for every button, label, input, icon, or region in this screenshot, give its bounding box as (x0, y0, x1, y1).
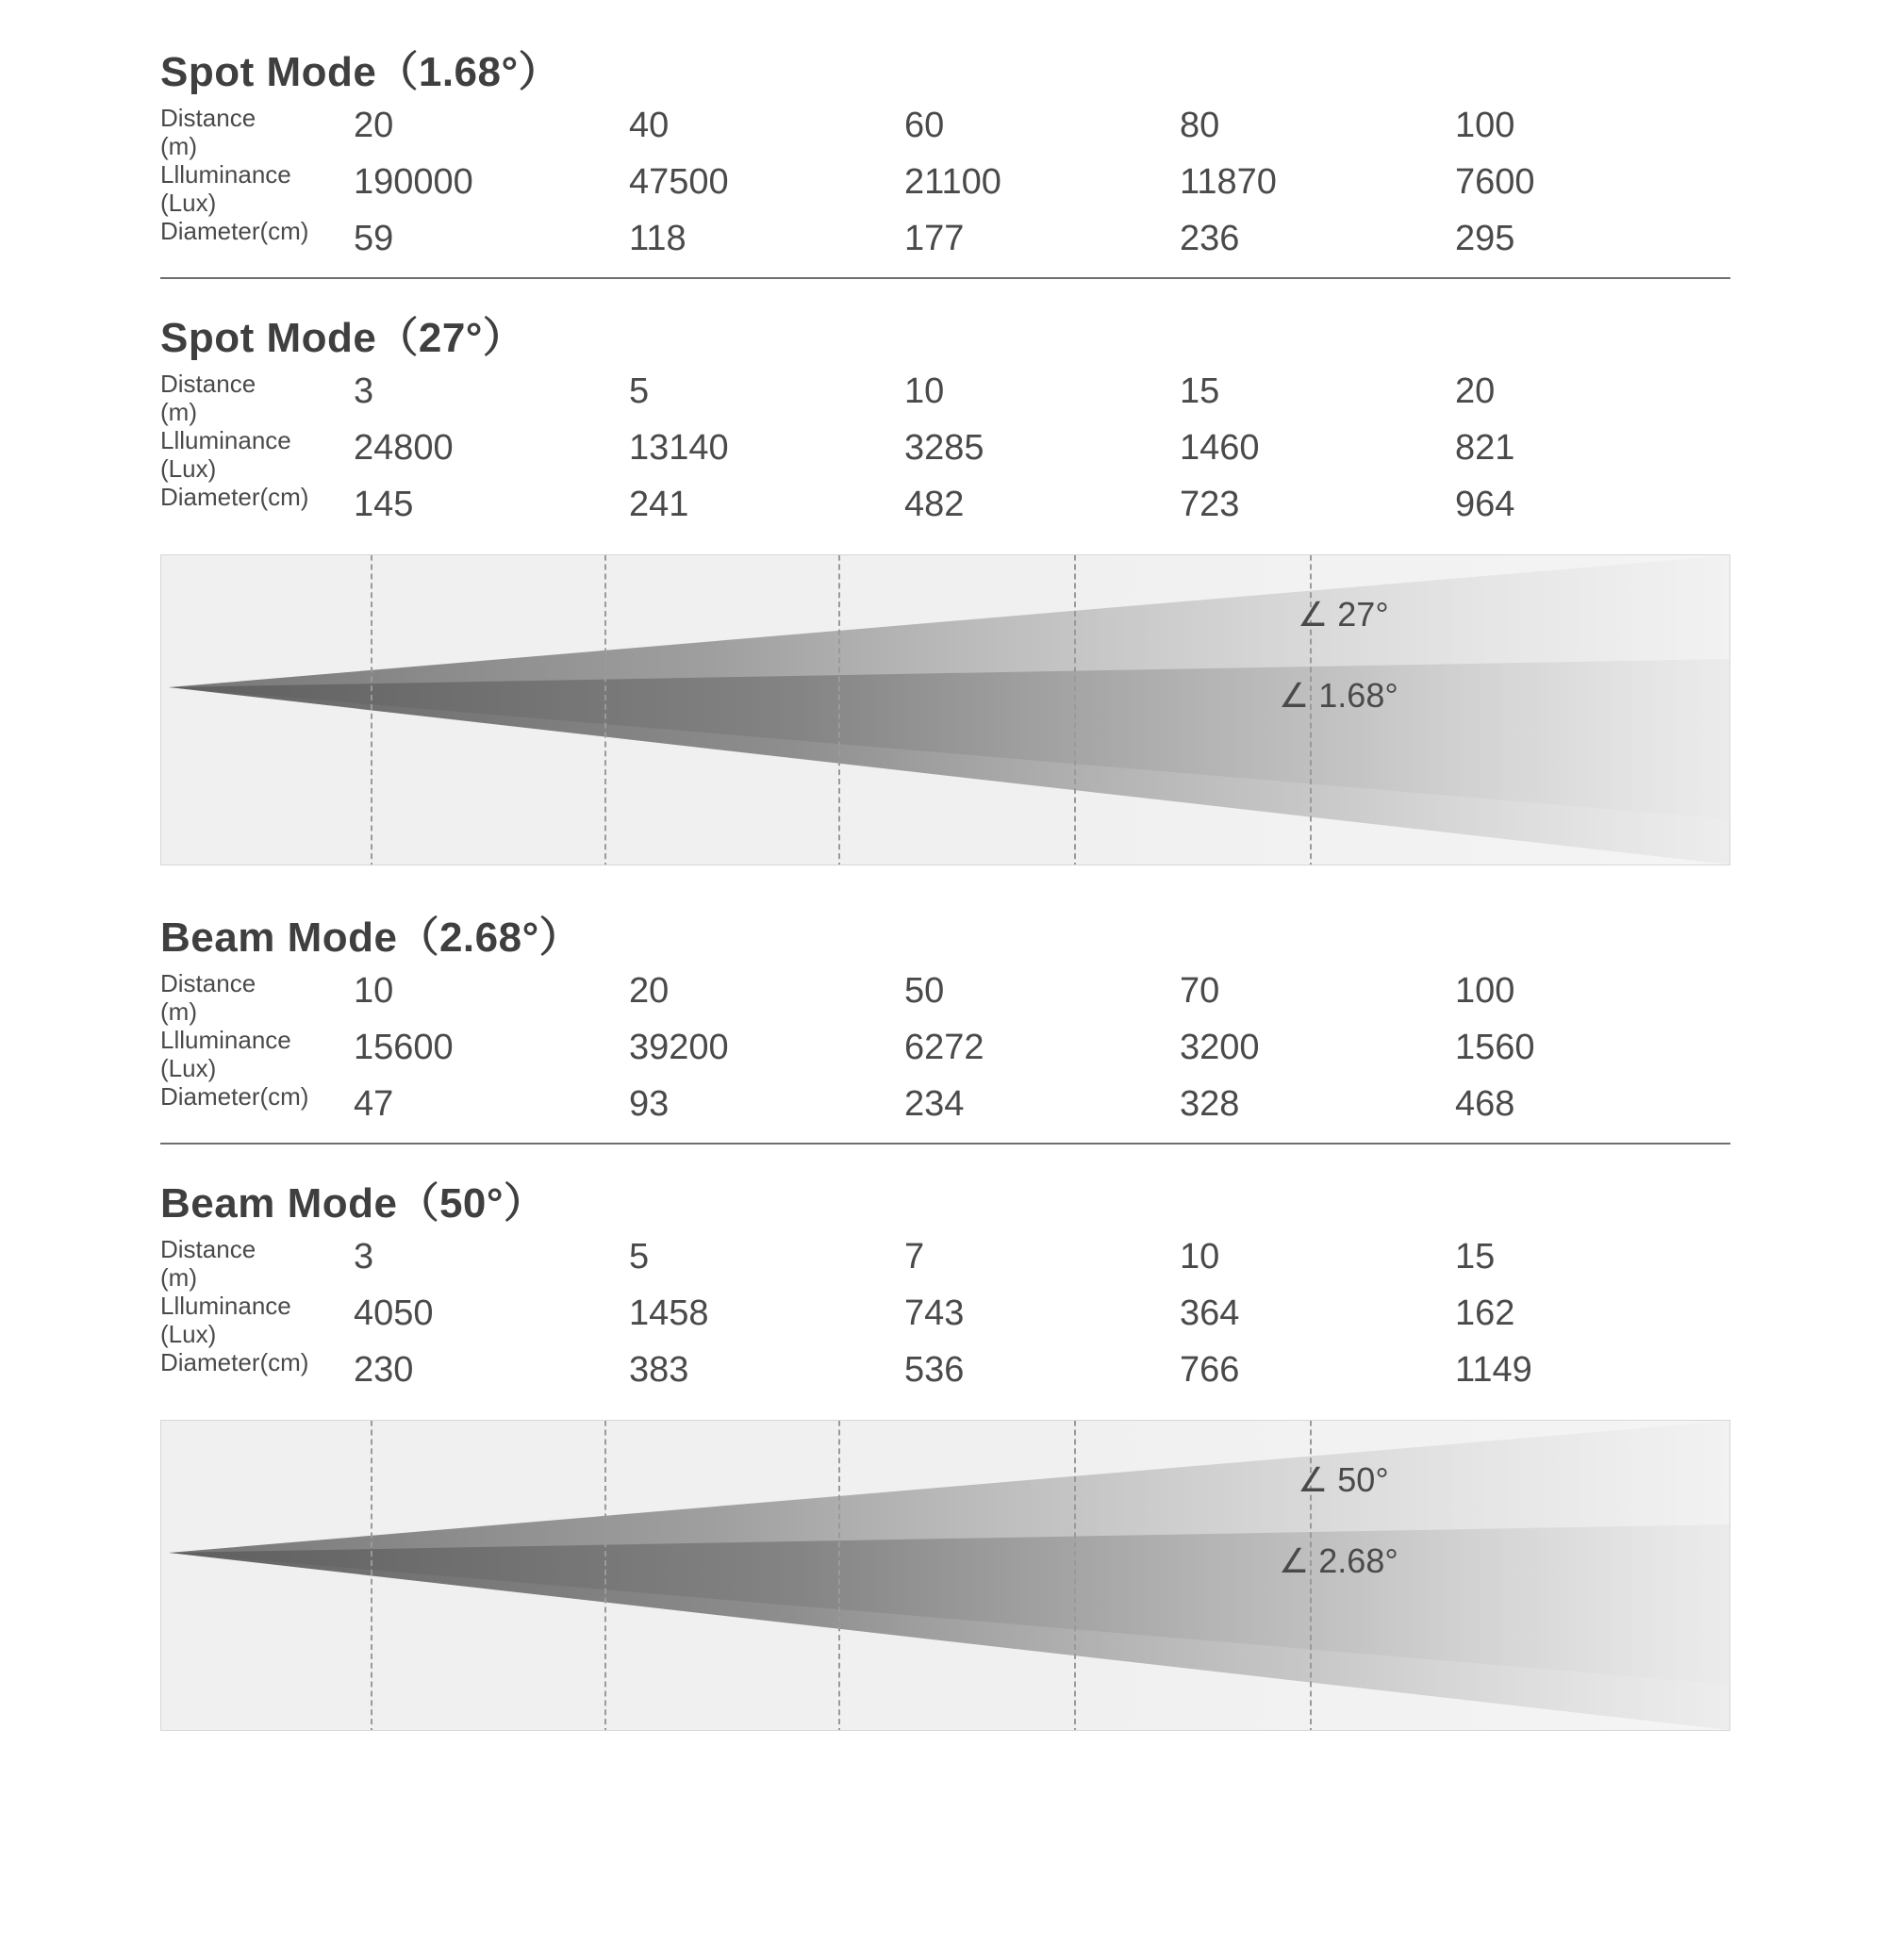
cell-value: 536 (904, 1350, 965, 1390)
table-row (160, 1292, 1730, 1348)
distance-tick (371, 1420, 372, 1731)
section-title-text: Spot Mode (160, 315, 377, 361)
section-beam-50 (0, 1145, 1886, 1392)
cell-value: 162 (1455, 1293, 1515, 1333)
cell-value: 766 (1180, 1350, 1240, 1390)
cell-value: 47 (354, 1084, 394, 1124)
cell-value: 47500 (629, 162, 729, 202)
section-title-beam-268 (160, 903, 1726, 964)
cell-value: 10 (354, 971, 394, 1011)
spec-table-spot-168 (160, 104, 1730, 260)
distance-tick (604, 1420, 606, 1731)
section-title-spot-27 (160, 304, 1726, 364)
cell-value: 80 (1180, 106, 1220, 145)
cell-value: 1149 (1455, 1350, 1532, 1390)
spec-table-beam-50 (160, 1235, 1730, 1392)
row-label-distance (160, 969, 354, 1026)
cell-value: 234 (904, 1084, 965, 1124)
cell-value: 177 (904, 219, 965, 258)
section-title-text: Beam Mode (160, 1180, 398, 1227)
table-row (160, 1235, 1730, 1292)
section-beam-268 (0, 865, 1886, 1126)
section-title-angle: （1.68°） (376, 49, 561, 95)
section-title-beam-50 (160, 1169, 1726, 1229)
spec-table-beam-268 (160, 969, 1730, 1126)
cell-value: 468 (1455, 1084, 1515, 1124)
row-label-line2: (m) (160, 398, 197, 426)
cell-value: 20 (629, 971, 670, 1011)
row-label-line2: (Lux) (160, 189, 217, 217)
cell-value: 1460 (1180, 428, 1260, 468)
row-label-line1: Llluminance (160, 426, 291, 454)
inner-angle-label: ∠ 2.68° (1279, 1541, 1398, 1580)
cell-value: 3 (354, 1237, 374, 1276)
row-label-line2: (m) (160, 132, 197, 160)
row-label-diameter (160, 217, 354, 260)
beam-cone-graphic (161, 1421, 1729, 1730)
outer-angle-label: ∠ 50° (1298, 1460, 1389, 1499)
row-label-distance (160, 1235, 354, 1292)
distance-tick (604, 554, 606, 865)
cell-value: 100 (1455, 106, 1515, 145)
table-row (160, 217, 1730, 260)
cell-value: 13140 (629, 428, 729, 468)
row-label-line1: Diameter(cm) (160, 1348, 309, 1376)
cell-value: 383 (629, 1350, 689, 1390)
section-spot-168 (0, 0, 1886, 260)
row-label-line2: (m) (160, 997, 197, 1026)
cell-value: 1458 (629, 1293, 709, 1333)
cell-value: 20 (354, 106, 394, 145)
row-label-line1: Distance (160, 969, 256, 997)
section-title-text: Spot Mode (160, 49, 377, 95)
inner-cone-shape (169, 659, 1729, 865)
table-row (160, 969, 1730, 1026)
table-row (160, 104, 1730, 160)
cell-value: 295 (1455, 219, 1515, 258)
row-label-line1: Distance (160, 1235, 256, 1263)
cell-value: 743 (904, 1293, 965, 1333)
cell-value: 7600 (1455, 162, 1535, 202)
section-spot-27 (0, 279, 1886, 526)
row-label-line2: (Lux) (160, 1320, 217, 1348)
cell-value: 5 (629, 371, 650, 411)
row-label-illuminance (160, 160, 354, 217)
row-label-line1: Diameter(cm) (160, 217, 309, 245)
cell-value: 10 (904, 371, 945, 411)
row-label-diameter (160, 1348, 354, 1392)
row-label-line1: Diameter(cm) (160, 483, 309, 511)
cell-value: 3200 (1180, 1028, 1260, 1067)
table-row (160, 426, 1730, 483)
row-label-distance (160, 104, 354, 160)
cell-value: 236 (1180, 219, 1240, 258)
cell-value: 3285 (904, 428, 984, 468)
table-row (160, 1082, 1730, 1126)
cell-value: 118 (629, 219, 687, 258)
cell-value: 964 (1455, 485, 1515, 524)
cell-value: 59 (354, 219, 394, 258)
table-row (160, 1348, 1730, 1392)
row-label-line1: Llluminance (160, 1292, 291, 1320)
cell-value: 20 (1455, 371, 1496, 411)
row-label-illuminance (160, 1292, 354, 1348)
inner-angle-label: ∠ 1.68° (1279, 676, 1398, 715)
cell-value: 1560 (1455, 1028, 1535, 1067)
inner-cone-shape (169, 1524, 1729, 1730)
distance-tick (371, 554, 372, 865)
section-title-text: Beam Mode (160, 914, 398, 961)
cell-value: 10 (1180, 1237, 1220, 1276)
cell-value: 60 (904, 106, 945, 145)
table-row (160, 483, 1730, 526)
cell-value: 21100 (904, 162, 1001, 202)
section-title-angle: （50°） (397, 1180, 546, 1227)
cell-value: 230 (354, 1350, 414, 1390)
cell-value: 145 (354, 485, 414, 524)
row-label-line1: Distance (160, 104, 256, 132)
cell-value: 190000 (354, 162, 473, 202)
cell-value: 11870 (1180, 162, 1277, 202)
cell-value: 364 (1180, 1293, 1240, 1333)
row-label-line2: (m) (160, 1263, 197, 1292)
distance-tick (838, 1420, 840, 1731)
cell-value: 723 (1180, 485, 1240, 524)
cell-value: 5 (629, 1237, 650, 1276)
row-label-diameter (160, 1082, 354, 1126)
beam-diagram-beam-50 (160, 1420, 1730, 1731)
cell-value: 39200 (629, 1028, 729, 1067)
table-row (160, 160, 1730, 217)
row-label-line2: (Lux) (160, 454, 217, 483)
cell-value: 15600 (354, 1028, 454, 1067)
cell-value: 15 (1180, 371, 1220, 411)
row-label-distance (160, 370, 354, 426)
cell-value: 482 (904, 485, 965, 524)
cell-value: 40 (629, 106, 670, 145)
cell-value: 7 (904, 1237, 925, 1276)
beam-cone-graphic (161, 555, 1729, 865)
outer-angle-label: ∠ 27° (1298, 595, 1389, 634)
row-label-line1: Diameter(cm) (160, 1082, 309, 1111)
cell-value: 4050 (354, 1293, 434, 1333)
section-title-spot-168 (160, 38, 1726, 98)
cell-value: 821 (1455, 428, 1515, 468)
table-row (160, 370, 1730, 426)
table-row (160, 1026, 1730, 1082)
row-label-line1: Llluminance (160, 160, 291, 189)
row-label-line1: Llluminance (160, 1026, 291, 1054)
cell-value: 6272 (904, 1028, 984, 1067)
cell-value: 241 (629, 485, 689, 524)
section-title-angle: （2.68°） (397, 914, 582, 961)
beam-diagram-spot-27 (160, 554, 1730, 865)
row-label-line2: (Lux) (160, 1054, 217, 1082)
row-label-illuminance (160, 1026, 354, 1082)
distance-tick (1074, 1420, 1076, 1731)
row-label-diameter (160, 483, 354, 526)
cell-value: 100 (1455, 971, 1515, 1011)
distance-tick (838, 554, 840, 865)
cell-value: 24800 (354, 428, 454, 468)
cell-value: 50 (904, 971, 945, 1011)
spec-table-spot-27 (160, 370, 1730, 526)
row-label-illuminance (160, 426, 354, 483)
distance-tick (1074, 554, 1076, 865)
cell-value: 3 (354, 371, 374, 411)
cell-value: 70 (1180, 971, 1220, 1011)
row-label-line1: Distance (160, 370, 256, 398)
section-title-angle: （27°） (376, 315, 525, 361)
cell-value: 93 (629, 1084, 670, 1124)
cell-value: 328 (1180, 1084, 1240, 1124)
cell-value: 15 (1455, 1237, 1496, 1276)
